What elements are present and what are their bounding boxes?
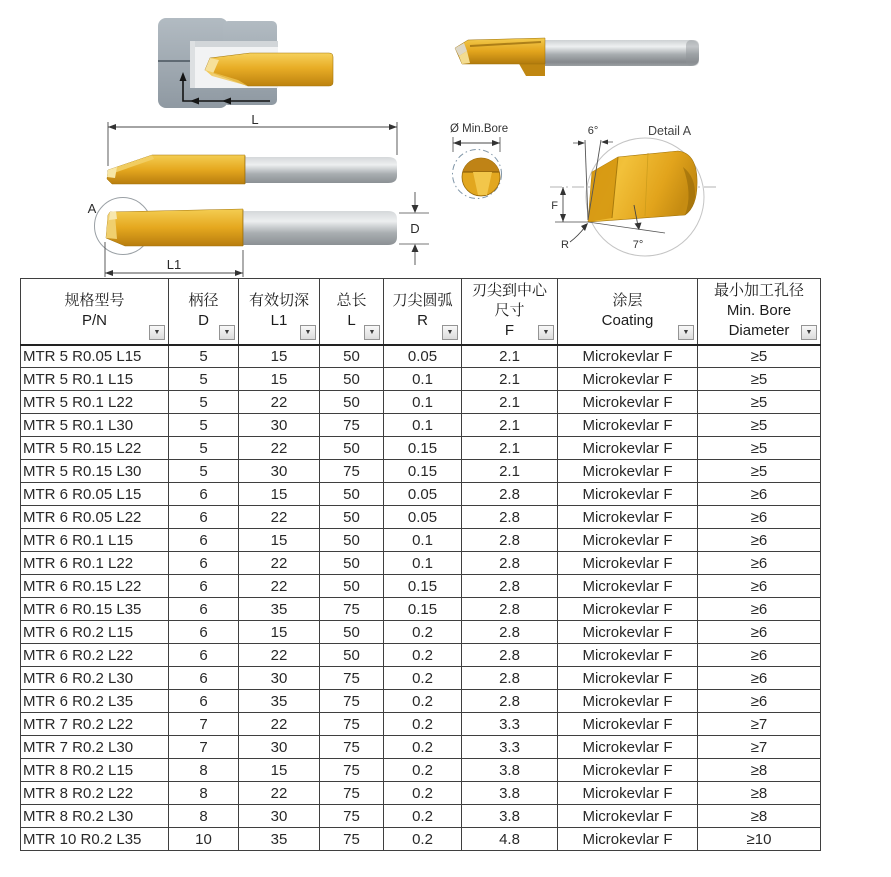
cell-d: 7 xyxy=(169,713,239,736)
header-label: 刃尖到中心 xyxy=(471,282,547,300)
detail-a-diagram xyxy=(545,112,735,270)
cell-coating: Microkevlar F xyxy=(558,460,698,483)
header-label: D xyxy=(198,312,209,330)
cell-d: 6 xyxy=(169,529,239,552)
cell-f: 2.1 xyxy=(462,368,558,391)
cell-l1: 15 xyxy=(239,483,320,506)
cell-f: 3.3 xyxy=(462,736,558,759)
header-label: 规格型号 xyxy=(64,292,125,310)
cell-l: 50 xyxy=(320,345,384,368)
table-row xyxy=(21,506,821,529)
header-label: Min. Bore xyxy=(726,302,792,320)
cell-l1: 30 xyxy=(239,805,320,828)
cell-pn: MTR 5 R0.1 L15 xyxy=(21,368,169,391)
filter-button-l1[interactable]: ▼ xyxy=(300,325,316,340)
cell-minbore: ≥5 xyxy=(698,368,821,391)
cell-minbore: ≥6 xyxy=(698,552,821,575)
cell-pn: MTR 5 R0.15 L30 xyxy=(21,460,169,483)
radius-R-annotation xyxy=(561,223,588,251)
cell-minbore: ≥5 xyxy=(698,414,821,437)
table-row xyxy=(21,552,821,575)
cell-l1: 15 xyxy=(239,529,320,552)
insert-profile xyxy=(588,151,697,222)
cell-l: 75 xyxy=(320,460,384,483)
cell-f: 2.1 xyxy=(462,391,558,414)
filter-button-d[interactable]: ▼ xyxy=(219,325,235,340)
table-row xyxy=(21,598,821,621)
min-bore-diagram xyxy=(443,116,551,246)
cell-r: 0.2 xyxy=(384,736,462,759)
filter-button-l[interactable]: ▼ xyxy=(364,325,380,340)
cell-coating: Microkevlar F xyxy=(558,414,698,437)
cell-r: 0.2 xyxy=(384,690,462,713)
cell-r: 0.1 xyxy=(384,414,462,437)
cell-coating: Microkevlar F xyxy=(558,667,698,690)
table-row xyxy=(21,529,821,552)
cell-f: 2.1 xyxy=(462,460,558,483)
spec-table xyxy=(20,278,821,851)
tool-photo-3d xyxy=(428,16,750,108)
cell-l: 75 xyxy=(320,713,384,736)
table-row xyxy=(21,483,821,506)
dim-L-label: L xyxy=(251,112,259,127)
dim-F-label: F xyxy=(551,200,558,212)
cell-l1: 22 xyxy=(239,713,320,736)
table-header xyxy=(21,279,821,345)
cell-l: 50 xyxy=(320,575,384,598)
dim-L1-label: L1 xyxy=(166,257,182,272)
cell-l1: 30 xyxy=(239,414,320,437)
detail-title: Detail A xyxy=(648,124,692,138)
column-header-l1 xyxy=(239,279,320,345)
column-header-pn xyxy=(21,279,169,345)
cell-f: 3.8 xyxy=(462,782,558,805)
cell-minbore: ≥6 xyxy=(698,667,821,690)
cell-f: 3.8 xyxy=(462,759,558,782)
table-row xyxy=(21,782,821,805)
header-label: F xyxy=(504,322,515,340)
cell-pn: MTR 6 R0.15 L35 xyxy=(21,598,169,621)
table-header-row xyxy=(21,279,821,345)
cell-pn: MTR 6 R0.2 L22 xyxy=(21,644,169,667)
dim-R-label: R xyxy=(561,239,569,251)
cell-pn: MTR 8 R0.2 L15 xyxy=(21,759,169,782)
cell-r: 0.15 xyxy=(384,575,462,598)
cell-r: 0.2 xyxy=(384,621,462,644)
cell-r: 0.2 xyxy=(384,828,462,851)
cell-f: 2.8 xyxy=(462,529,558,552)
table-row xyxy=(21,828,821,851)
header-label: 最小加工孔径 xyxy=(713,282,804,300)
cell-l1: 22 xyxy=(239,782,320,805)
cell-minbore: ≥6 xyxy=(698,598,821,621)
cell-r: 0.05 xyxy=(384,506,462,529)
cell-f: 2.1 xyxy=(462,437,558,460)
angle-7deg-label: 7° xyxy=(632,239,644,251)
cell-d: 6 xyxy=(169,575,239,598)
column-header-coating xyxy=(558,279,698,345)
header-label: L1 xyxy=(270,312,288,330)
cell-f: 3.3 xyxy=(462,713,558,736)
header-label: 总长 xyxy=(336,292,367,310)
cell-f: 4.8 xyxy=(462,828,558,851)
cell-minbore: ≥6 xyxy=(698,690,821,713)
cell-pn: MTR 6 R0.1 L15 xyxy=(21,529,169,552)
cell-l1: 22 xyxy=(239,575,320,598)
header-label: 有效切深 xyxy=(248,292,309,310)
cell-minbore: ≥6 xyxy=(698,529,821,552)
cell-pn: MTR 5 R0.1 L30 xyxy=(21,414,169,437)
header-label: 尺寸 xyxy=(494,302,525,320)
cell-d: 6 xyxy=(169,506,239,529)
cell-pn: MTR 6 R0.2 L35 xyxy=(21,690,169,713)
cell-l: 50 xyxy=(320,506,384,529)
cell-r: 0.15 xyxy=(384,460,462,483)
cell-minbore: ≥5 xyxy=(698,391,821,414)
table-row xyxy=(21,345,821,368)
cell-d: 8 xyxy=(169,805,239,828)
cell-coating: Microkevlar F xyxy=(558,828,698,851)
cell-pn: MTR 7 R0.2 L30 xyxy=(21,736,169,759)
cell-coating: Microkevlar F xyxy=(558,805,698,828)
cell-minbore: ≥8 xyxy=(698,759,821,782)
cell-minbore: ≥6 xyxy=(698,506,821,529)
cell-l: 50 xyxy=(320,483,384,506)
cell-d: 8 xyxy=(169,759,239,782)
cell-pn: MTR 10 R0.2 L35 xyxy=(21,828,169,851)
table-row xyxy=(21,713,821,736)
cell-minbore: ≥5 xyxy=(698,460,821,483)
filter-button-coating[interactable]: ▼ xyxy=(678,325,694,340)
cell-l1: 22 xyxy=(239,391,320,414)
cell-r: 0.2 xyxy=(384,713,462,736)
header-label: Coating xyxy=(601,312,654,330)
cell-pn: MTR 8 R0.2 L30 xyxy=(21,805,169,828)
cell-coating: Microkevlar F xyxy=(558,345,698,368)
cell-coating: Microkevlar F xyxy=(558,437,698,460)
cell-l: 75 xyxy=(320,414,384,437)
column-header-minbore xyxy=(698,279,821,345)
table-row xyxy=(21,690,821,713)
cell-d: 5 xyxy=(169,391,239,414)
table-row xyxy=(21,621,821,644)
cell-coating: Microkevlar F xyxy=(558,506,698,529)
cell-d: 5 xyxy=(169,437,239,460)
cell-coating: Microkevlar F xyxy=(558,621,698,644)
table-row xyxy=(21,759,821,782)
cell-d: 8 xyxy=(169,782,239,805)
cell-l: 50 xyxy=(320,552,384,575)
cell-r: 0.1 xyxy=(384,368,462,391)
header-label: L xyxy=(347,312,356,330)
cell-l: 75 xyxy=(320,598,384,621)
cell-minbore: ≥10 xyxy=(698,828,821,851)
cell-pn: MTR 7 R0.2 L22 xyxy=(21,713,169,736)
cell-l: 50 xyxy=(320,529,384,552)
column-header-f xyxy=(462,279,558,345)
cell-pn: MTR 5 R0.15 L22 xyxy=(21,437,169,460)
cell-pn: MTR 5 R0.05 L15 xyxy=(21,345,169,368)
cell-l: 75 xyxy=(320,759,384,782)
cell-minbore: ≥5 xyxy=(698,437,821,460)
header-label: R xyxy=(417,312,428,330)
tool-shank-3d xyxy=(543,40,699,66)
cell-minbore: ≥7 xyxy=(698,736,821,759)
cell-l1: 30 xyxy=(239,736,320,759)
filter-button-r[interactable]: ▼ xyxy=(442,325,458,340)
table-row xyxy=(21,437,821,460)
cell-pn: MTR 6 R0.1 L22 xyxy=(21,552,169,575)
cell-f: 2.8 xyxy=(462,621,558,644)
tool-dimension-views xyxy=(55,112,450,278)
cell-coating: Microkevlar F xyxy=(558,644,698,667)
cell-pn: MTR 6 R0.05 L15 xyxy=(21,483,169,506)
cell-d: 5 xyxy=(169,414,239,437)
cell-coating: Microkevlar F xyxy=(558,782,698,805)
cell-l: 50 xyxy=(320,391,384,414)
cell-d: 10 xyxy=(169,828,239,851)
cell-l1: 15 xyxy=(239,368,320,391)
cell-l: 75 xyxy=(320,805,384,828)
cell-minbore: ≥7 xyxy=(698,713,821,736)
cell-d: 6 xyxy=(169,598,239,621)
cell-pn: MTR 6 R0.2 L15 xyxy=(21,621,169,644)
cell-d: 6 xyxy=(169,644,239,667)
dim-D-label: D xyxy=(410,221,420,236)
dimension-L1 xyxy=(105,242,243,277)
cell-r: 0.2 xyxy=(384,644,462,667)
cell-pn: MTR 6 R0.2 L30 xyxy=(21,667,169,690)
cell-coating: Microkevlar F xyxy=(558,368,698,391)
cell-r: 0.05 xyxy=(384,483,462,506)
cell-coating: Microkevlar F xyxy=(558,575,698,598)
cell-l1: 22 xyxy=(239,644,320,667)
header-label: Diameter xyxy=(728,322,790,340)
cell-r: 0.1 xyxy=(384,552,462,575)
cell-l: 50 xyxy=(320,621,384,644)
workpiece-section-drawing xyxy=(140,8,340,116)
table-row xyxy=(21,391,821,414)
cell-l1: 22 xyxy=(239,552,320,575)
filter-button-f[interactable]: ▼ xyxy=(538,325,554,340)
cell-l: 75 xyxy=(320,690,384,713)
cell-f: 2.8 xyxy=(462,575,558,598)
cell-l: 75 xyxy=(320,667,384,690)
min-bore-dimension xyxy=(453,137,500,152)
cell-d: 7 xyxy=(169,736,239,759)
cell-r: 0.2 xyxy=(384,782,462,805)
cell-coating: Microkevlar F xyxy=(558,598,698,621)
cell-coating: Microkevlar F xyxy=(558,690,698,713)
cell-pn: MTR 5 R0.1 L22 xyxy=(21,391,169,414)
cell-d: 5 xyxy=(169,345,239,368)
cell-f: 3.8 xyxy=(462,805,558,828)
table-row xyxy=(21,667,821,690)
column-header-l xyxy=(320,279,384,345)
cell-r: 0.15 xyxy=(384,598,462,621)
table-row xyxy=(21,414,821,437)
table-row xyxy=(21,575,821,598)
cell-minbore: ≥6 xyxy=(698,621,821,644)
table-row xyxy=(21,368,821,391)
cell-l1: 15 xyxy=(239,621,320,644)
cell-r: 0.15 xyxy=(384,437,462,460)
cell-d: 6 xyxy=(169,483,239,506)
header-label: 刀尖圆弧 xyxy=(392,292,453,310)
cell-d: 5 xyxy=(169,368,239,391)
cell-l: 75 xyxy=(320,828,384,851)
cell-f: 2.8 xyxy=(462,552,558,575)
cell-f: 2.8 xyxy=(462,644,558,667)
filter-button-minbore[interactable]: ▼ xyxy=(801,325,817,340)
cell-pn: MTR 6 R0.05 L22 xyxy=(21,506,169,529)
cell-d: 5 xyxy=(169,460,239,483)
cell-coating: Microkevlar F xyxy=(558,391,698,414)
table-row xyxy=(21,644,821,667)
header-label: 柄径 xyxy=(188,292,219,310)
column-header-d xyxy=(169,279,239,345)
dimension-F xyxy=(551,187,589,222)
cell-l: 75 xyxy=(320,782,384,805)
cell-f: 2.8 xyxy=(462,690,558,713)
cell-f: 2.8 xyxy=(462,506,558,529)
cell-r: 0.2 xyxy=(384,805,462,828)
cell-coating: Microkevlar F xyxy=(558,736,698,759)
table-row xyxy=(21,736,821,759)
table-row xyxy=(21,805,821,828)
cell-r: 0.2 xyxy=(384,759,462,782)
cell-d: 6 xyxy=(169,552,239,575)
tool-bottom-view xyxy=(106,209,397,246)
dimension-D xyxy=(399,192,429,265)
detail-marker-label: A xyxy=(87,201,97,216)
cell-l1: 22 xyxy=(239,437,320,460)
cell-l1: 30 xyxy=(239,667,320,690)
cell-coating: Microkevlar F xyxy=(558,483,698,506)
cell-coating: Microkevlar F xyxy=(558,529,698,552)
angle-6deg-label: 6° xyxy=(587,125,599,137)
column-header-r xyxy=(384,279,462,345)
cell-coating: Microkevlar F xyxy=(558,713,698,736)
filter-button-pn[interactable]: ▼ xyxy=(149,325,165,340)
cell-pn: MTR 8 R0.2 L22 xyxy=(21,782,169,805)
cell-f: 2.8 xyxy=(462,667,558,690)
cell-pn: MTR 6 R0.15 L22 xyxy=(21,575,169,598)
cell-l1: 35 xyxy=(239,690,320,713)
cell-coating: Microkevlar F xyxy=(558,552,698,575)
cell-d: 6 xyxy=(169,667,239,690)
cell-d: 6 xyxy=(169,690,239,713)
cell-l1: 15 xyxy=(239,759,320,782)
cell-f: 2.8 xyxy=(462,483,558,506)
header-label: 涂层 xyxy=(612,292,643,310)
cell-minbore: ≥6 xyxy=(698,483,821,506)
cell-r: 0.2 xyxy=(384,667,462,690)
table-body xyxy=(21,345,821,851)
cell-f: 2.1 xyxy=(462,345,558,368)
cell-minbore: ≥5 xyxy=(698,345,821,368)
cell-l: 50 xyxy=(320,644,384,667)
cell-l: 50 xyxy=(320,437,384,460)
cell-l1: 15 xyxy=(239,345,320,368)
tool-end-view xyxy=(462,158,500,196)
table-row xyxy=(21,460,821,483)
tool-top-view xyxy=(107,155,397,184)
cell-minbore: ≥6 xyxy=(698,644,821,667)
cell-minbore: ≥8 xyxy=(698,805,821,828)
min-bore-label: Ø Min.Bore xyxy=(450,123,509,135)
cell-r: 0.1 xyxy=(384,391,462,414)
cell-r: 0.05 xyxy=(384,345,462,368)
cell-l1: 22 xyxy=(239,506,320,529)
header-label: P/N xyxy=(81,312,107,330)
cell-l1: 30 xyxy=(239,460,320,483)
cell-d: 6 xyxy=(169,621,239,644)
cell-l: 50 xyxy=(320,368,384,391)
cell-l1: 35 xyxy=(239,828,320,851)
cell-minbore: ≥8 xyxy=(698,782,821,805)
cell-minbore: ≥6 xyxy=(698,575,821,598)
cell-f: 2.1 xyxy=(462,414,558,437)
cell-coating: Microkevlar F xyxy=(558,759,698,782)
cell-l: 75 xyxy=(320,736,384,759)
cell-r: 0.1 xyxy=(384,529,462,552)
tool-head-3d xyxy=(455,38,545,76)
cell-l1: 35 xyxy=(239,598,320,621)
cell-f: 2.8 xyxy=(462,598,558,621)
